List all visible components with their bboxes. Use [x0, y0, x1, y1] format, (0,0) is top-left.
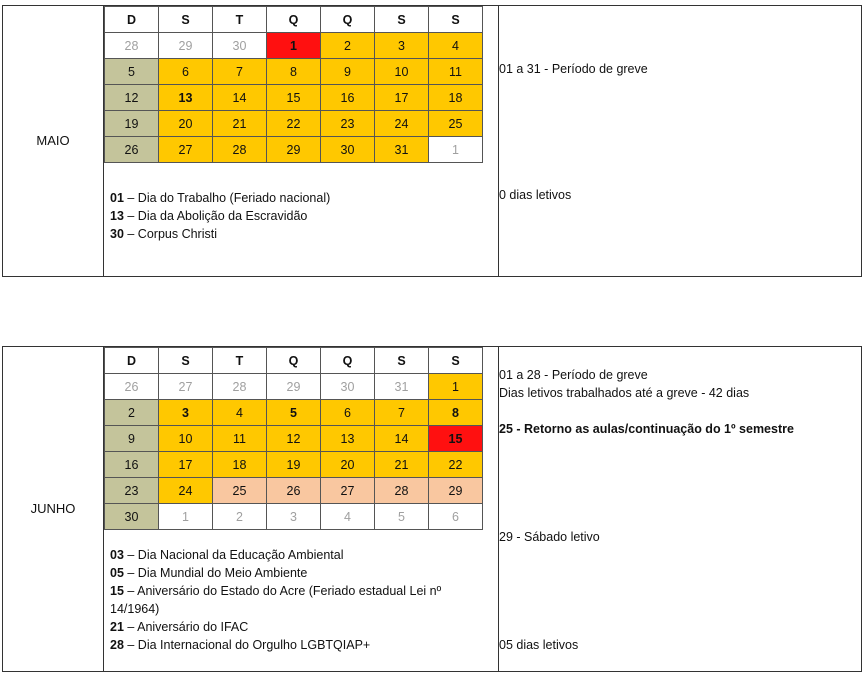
calendar-day-cell: 22 [267, 111, 321, 137]
calendar-day-cell: 20 [159, 111, 213, 137]
calendar-day-cell: 1 [267, 33, 321, 59]
note-day-number: 05 [110, 566, 124, 580]
calendar-day-cell: 31 [375, 137, 429, 163]
note-description: – Aniversário do Estado do Acre (Feriado estadual Lei nº 14/1964) [110, 584, 442, 616]
calendar-day-cell: 27 [159, 137, 213, 163]
calendar-day-cell: 13 [321, 426, 375, 452]
calendar-day-cell: 29 [267, 137, 321, 163]
calendar-day-cell: 28 [213, 137, 267, 163]
note-item [110, 564, 490, 582]
calendar-day-cell: 22 [429, 452, 483, 478]
calendar-week-row [105, 504, 483, 530]
calendar-day-cell: 28 [375, 478, 429, 504]
note-description: – Dia da Abolição da Escravidão [123, 209, 308, 223]
note-description: – Corpus Christi [123, 227, 217, 241]
calendar-day-cell: 29 [429, 478, 483, 504]
calendar-day-cell: 17 [159, 452, 213, 478]
note-day-number: 28 [110, 638, 124, 652]
weekday-header: D [105, 348, 159, 374]
calendar-day-cell: 14 [213, 85, 267, 111]
calendar-week-row [105, 426, 483, 452]
junho-block [2, 346, 862, 672]
note-day-number: 13 [110, 209, 124, 223]
calendar-day-cell: 21 [375, 452, 429, 478]
calendar-day-cell: 2 [321, 33, 375, 59]
calendar-day-cell: 2 [105, 400, 159, 426]
maio-notes [110, 189, 330, 243]
calendar-day-cell: 8 [267, 59, 321, 85]
calendar-day-cell: 28 [105, 33, 159, 59]
calendar-day-cell: 6 [429, 504, 483, 530]
calendar-day-cell: 13 [159, 85, 213, 111]
weekday-header: Q [267, 7, 321, 33]
weekday-header: D [105, 7, 159, 33]
junho-month-label: JUNHO [30, 501, 76, 516]
maio-block [2, 5, 862, 277]
calendar-day-cell: 25 [213, 478, 267, 504]
calendar-week-row [105, 137, 483, 163]
junho-calendar [104, 347, 483, 530]
calendar-day-cell: 10 [159, 426, 213, 452]
note-description: – Dia Mundial do Meio Ambiente [123, 566, 308, 580]
calendar-day-cell: 16 [105, 452, 159, 478]
note-item [110, 618, 490, 636]
junho-worked-text: Dias letivos trabalhados até a greve - 42 dias [499, 386, 750, 400]
calendar-day-cell: 18 [429, 85, 483, 111]
weekday-header: S [159, 348, 213, 374]
calendar-day-cell: 25 [429, 111, 483, 137]
calendar-day-cell: 6 [321, 400, 375, 426]
calendar-day-cell: 12 [105, 85, 159, 111]
maio-period-text: 01 a 31 - Período de greve [499, 62, 648, 76]
weekday-header: S [429, 348, 483, 374]
calendar-day-cell: 9 [105, 426, 159, 452]
calendar-day-cell: 11 [213, 426, 267, 452]
calendar-day-cell: 30 [105, 504, 159, 530]
calendar-day-cell: 19 [105, 111, 159, 137]
calendar-day-cell: 3 [375, 33, 429, 59]
note-item [110, 582, 490, 618]
calendar-day-cell: 4 [429, 33, 483, 59]
maio-letivos-text: 0 dias letivos [499, 188, 572, 202]
calendar-day-cell: 26 [267, 478, 321, 504]
calendar-day-cell: 4 [321, 504, 375, 530]
calendar-day-cell: 19 [267, 452, 321, 478]
note-item [110, 225, 330, 243]
note-day-number: 03 [110, 548, 124, 562]
junho-notes [110, 546, 490, 654]
calendar-week-row [105, 85, 483, 111]
calendar-day-cell: 17 [375, 85, 429, 111]
calendar-day-cell: 26 [105, 137, 159, 163]
calendar-day-cell: 5 [267, 400, 321, 426]
junho-period-text: 01 a 28 - Período de greve [499, 368, 648, 382]
calendar-week-row [105, 33, 483, 59]
calendar-day-cell: 1 [159, 504, 213, 530]
calendar-day-cell: 4 [213, 400, 267, 426]
calendar-day-cell: 2 [213, 504, 267, 530]
calendar-day-cell: 1 [429, 374, 483, 400]
calendar-day-cell: 14 [375, 426, 429, 452]
calendar-day-cell: 30 [213, 33, 267, 59]
calendar-day-cell: 12 [267, 426, 321, 452]
calendar-day-cell: 31 [375, 374, 429, 400]
maio-weekday-header-row [105, 7, 483, 33]
calendar-day-cell: 8 [429, 400, 483, 426]
calendar-day-cell: 20 [321, 452, 375, 478]
maio-month-label: MAIO [36, 133, 70, 148]
calendar-week-row [105, 111, 483, 137]
junho-letivos-text: 05 dias letivos [499, 638, 579, 652]
note-item [110, 636, 490, 654]
calendar-week-row [105, 478, 483, 504]
weekday-header: Q [321, 348, 375, 374]
calendar-day-cell: 24 [159, 478, 213, 504]
weekday-header: S [375, 7, 429, 33]
note-item [110, 189, 330, 207]
calendar-day-cell: 3 [267, 504, 321, 530]
calendar-day-cell: 30 [321, 137, 375, 163]
calendar-day-cell: 9 [321, 59, 375, 85]
weekday-header: T [213, 7, 267, 33]
weekday-header: T [213, 348, 267, 374]
calendar-day-cell: 29 [159, 33, 213, 59]
weekday-header: Q [321, 7, 375, 33]
calendar-day-cell: 5 [375, 504, 429, 530]
calendar-day-cell: 1 [429, 137, 483, 163]
calendar-week-row [105, 59, 483, 85]
calendar-day-cell: 5 [105, 59, 159, 85]
calendar-day-cell: 7 [375, 400, 429, 426]
calendar-day-cell: 24 [375, 111, 429, 137]
note-day-number: 30 [110, 227, 124, 241]
maio-calendar-area [103, 6, 499, 276]
calendar-day-cell: 18 [213, 452, 267, 478]
junho-sabado-text: 29 - Sábado letivo [499, 530, 600, 544]
note-day-number: 01 [110, 191, 124, 205]
note-day-number: 15 [110, 584, 124, 598]
note-description: – Dia Internacional do Orgulho LGBTQIAP+ [123, 638, 371, 652]
note-item [110, 207, 330, 225]
calendar-day-cell: 11 [429, 59, 483, 85]
calendar-day-cell: 23 [105, 478, 159, 504]
calendar-day-cell: 7 [213, 59, 267, 85]
weekday-header: S [159, 7, 213, 33]
maio-calendar [104, 6, 483, 163]
calendar-day-cell: 29 [267, 374, 321, 400]
note-description: – Dia do Trabalho (Feriado nacional) [123, 191, 331, 205]
calendar-week-row [105, 400, 483, 426]
calendar-day-cell: 15 [267, 85, 321, 111]
calendar-week-row [105, 452, 483, 478]
calendar-day-cell: 15 [429, 426, 483, 452]
junho-weekday-header-row [105, 348, 483, 374]
calendar-day-cell: 27 [159, 374, 213, 400]
calendar-day-cell: 6 [159, 59, 213, 85]
calendar-week-row [105, 374, 483, 400]
calendar-day-cell: 28 [213, 374, 267, 400]
weekday-header: S [429, 7, 483, 33]
calendar-day-cell: 10 [375, 59, 429, 85]
calendar-day-cell: 21 [213, 111, 267, 137]
calendar-day-cell: 3 [159, 400, 213, 426]
junho-calendar-area [103, 347, 499, 671]
calendar-day-cell: 16 [321, 85, 375, 111]
note-item [110, 546, 490, 564]
calendar-day-cell: 26 [105, 374, 159, 400]
weekday-header: S [375, 348, 429, 374]
calendar-day-cell: 30 [321, 374, 375, 400]
note-day-number: 21 [110, 620, 124, 634]
note-description: – Dia Nacional da Educação Ambiental [123, 548, 344, 562]
calendar-day-cell: 23 [321, 111, 375, 137]
note-description: – Aniversário do IFAC [123, 620, 249, 634]
calendar-day-cell: 27 [321, 478, 375, 504]
weekday-header: Q [267, 348, 321, 374]
junho-retorno-text: 25 - Retorno as aulas/continuação do 1º semestre [499, 422, 794, 436]
